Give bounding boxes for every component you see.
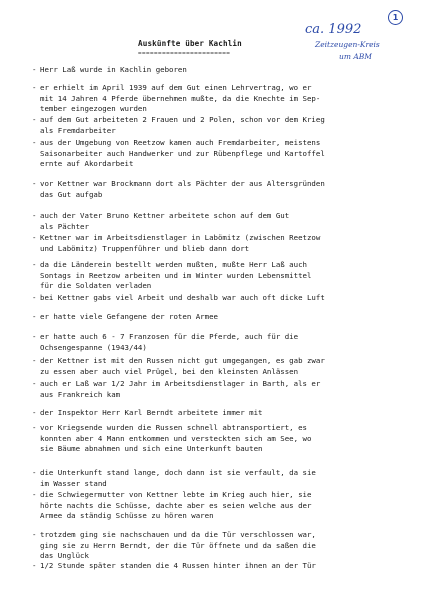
bullet-dash: - [32, 561, 37, 570]
bullet-dash: - [32, 115, 37, 124]
bullet-dash: - [32, 83, 37, 92]
text-line: ging sie zu Herrn Berndt, der die Tür öffnete und da saßen die [40, 540, 316, 550]
bullet-dash: - [32, 468, 37, 477]
text-line: zu essen aber auch viel Prügel, bei den kleinsten Anlässen [40, 366, 299, 376]
text-line: das Gut aufgab [40, 189, 103, 199]
bullet-dash: - [32, 179, 37, 188]
bullet-dash: - [32, 379, 37, 388]
list-item-text [40, 211, 410, 232]
list-item-text [40, 423, 410, 455]
list-item [32, 379, 412, 400]
list-item [32, 408, 412, 419]
bullet-dash: - [32, 490, 37, 499]
list-item-text [40, 332, 410, 353]
bullet-dash: - [32, 233, 37, 242]
bullet-dash: - [32, 530, 37, 539]
text-line: er erhielt im April 1939 auf dem Gut einen Lehrvertrag, wo er [40, 83, 312, 92]
text-line: da die Länderein bestellt werden mußten, mußte Herr Laß auch [40, 260, 307, 269]
list-item-text [40, 561, 410, 572]
list-item [32, 83, 412, 115]
list-item-text [40, 260, 410, 292]
bullet-dash: - [32, 356, 37, 365]
list-item-text [40, 138, 410, 170]
list-item-text [40, 379, 410, 400]
list-item-text [40, 468, 410, 489]
list-item-text [40, 490, 410, 522]
list-item [32, 138, 412, 170]
text-line: im Wasser stand [40, 478, 107, 488]
document-title: Auskünfte über Kachlin [138, 39, 242, 48]
text-line: für die Soldaten verladen [40, 281, 152, 290]
list-item [32, 312, 412, 323]
text-line: er hatte auch 6 - 7 Franzosen für die Pferde, auch für die [40, 332, 299, 341]
text-line: vor Kriegsende wurden die Russen schnell abtransportiert, es [40, 423, 307, 432]
list-item-text [40, 530, 410, 562]
text-line: tember eingezogen wurden [40, 104, 147, 113]
bullet-dash: - [32, 260, 37, 269]
text-line: die Unterkunft stand lange, doch dann ist sie verfault, da sie [40, 468, 316, 477]
list-item [32, 356, 412, 377]
text-line: 1/2 Stunde später standen die 4 Russen hinter ihnen an der Tür [40, 561, 316, 570]
list-item [32, 179, 412, 200]
bullet-dash: - [32, 332, 37, 341]
text-line: der Kettner ist mit den Russen nicht gut umgegangen, es gab zwar [40, 356, 325, 365]
text-line: er hatte viele Gefangene der roten Armee [40, 312, 218, 321]
text-line: auch er Laß war 1/2 Jahr im Arbeitsdienstlager in Barth, als er [40, 379, 321, 388]
list-item-text [40, 356, 410, 377]
bullet-dash: - [32, 211, 37, 220]
list-item-text [40, 179, 410, 200]
list-item [32, 332, 412, 353]
list-item-text [40, 83, 410, 115]
bullet-dash: - [32, 312, 37, 321]
list-item-text [40, 293, 410, 304]
text-line: hörte nachts die Schüsse, dachte aber es seien welche aus der [40, 500, 312, 510]
text-line: das Unglück [40, 551, 89, 560]
list-item [32, 468, 412, 489]
text-line: mit 14 Jahren 4 Pferde übernehmen mußte, da die Knechte im Sep- [40, 93, 321, 103]
list-item-text [40, 65, 410, 76]
text-line: vor Kettner war Brockmann dort als Pächter der aus Altersgründen [40, 179, 325, 188]
text-line: Herr Laß wurde in Kachlin geboren [40, 65, 187, 74]
text-line: trotzdem ging sie nachschauen und da die Tür verschlossen war, [40, 530, 316, 539]
list-item-text [40, 408, 410, 419]
text-line: Armee da ständig Schüsse zu hören waren [40, 511, 214, 520]
text-line: auf dem Gut arbeiteten 2 Frauen und 2 Polen, schon vor dem Krieg [40, 115, 325, 124]
text-line: aus Frankreich kam [40, 389, 121, 399]
list-item [32, 423, 412, 455]
list-item [32, 211, 412, 232]
text-line: bei Kettner gabs viel Arbeit und deshalb war auch oft dicke Luft [40, 293, 325, 302]
text-line: aus der Umgebung von Reetzow kamen auch Fremdarbeiter, meistens [40, 138, 321, 147]
list-item-text [40, 233, 410, 254]
list-item [32, 561, 412, 572]
list-item-text [40, 312, 410, 323]
text-line: die Schwiegermutter von Kettner lebte im Krieg auch hier, sie [40, 490, 312, 499]
bullet-dash: - [32, 293, 37, 302]
list-item [32, 65, 412, 76]
text-line: auch der Vater Bruno Kettner arbeitete schon auf dem Gut [40, 211, 290, 220]
title-underline: ======================= [138, 50, 231, 57]
text-line: Ochsengespanne (1943/44) [40, 342, 147, 352]
text-line: sie Bäume abnahmen und sich eine Unterkunft bauten [40, 444, 263, 453]
annotation-year: ca. 1992 [305, 22, 362, 37]
text-line: Sontags in Reetzow arbeiten und im Winter wurden Lebensmittel [40, 270, 312, 280]
list-item [32, 115, 412, 136]
page-number-circle: 1 [388, 10, 403, 25]
list-item [32, 260, 412, 292]
text-line: als Pächter [40, 221, 89, 231]
bullet-dash: - [32, 423, 37, 432]
bullet-dash: - [32, 408, 37, 417]
list-item [32, 233, 412, 254]
text-line: ernte auf Akordarbeit [40, 159, 134, 168]
text-line: konnten aber 4 Mann entkommen und versteckten sich am See, wo [40, 433, 312, 443]
text-line: und Labömitz) Truppenführer und blieb dann dort [40, 243, 250, 253]
annotation-line-1: Zeitzeugen-Kreis [315, 40, 380, 49]
list-item [32, 293, 412, 304]
bullet-dash: - [32, 138, 37, 147]
list-item-text [40, 115, 410, 136]
annotation-line-2: um ABM [339, 52, 372, 61]
text-line: Kettner war im Arbeitsdienstlager in Labömitz (zwischen Reetzow [40, 233, 321, 242]
list-item [32, 490, 412, 522]
bullet-dash: - [32, 65, 37, 74]
list-item [32, 530, 412, 562]
text-line: Saisonarbeiter auch Handwerker und zur Rübenpflege und Kartoffel [40, 148, 325, 158]
text-line: der Inspektor Herr Karl Berndt arbeitete immer mit [40, 408, 263, 417]
text-line: als Fremdarbeiter [40, 125, 116, 135]
